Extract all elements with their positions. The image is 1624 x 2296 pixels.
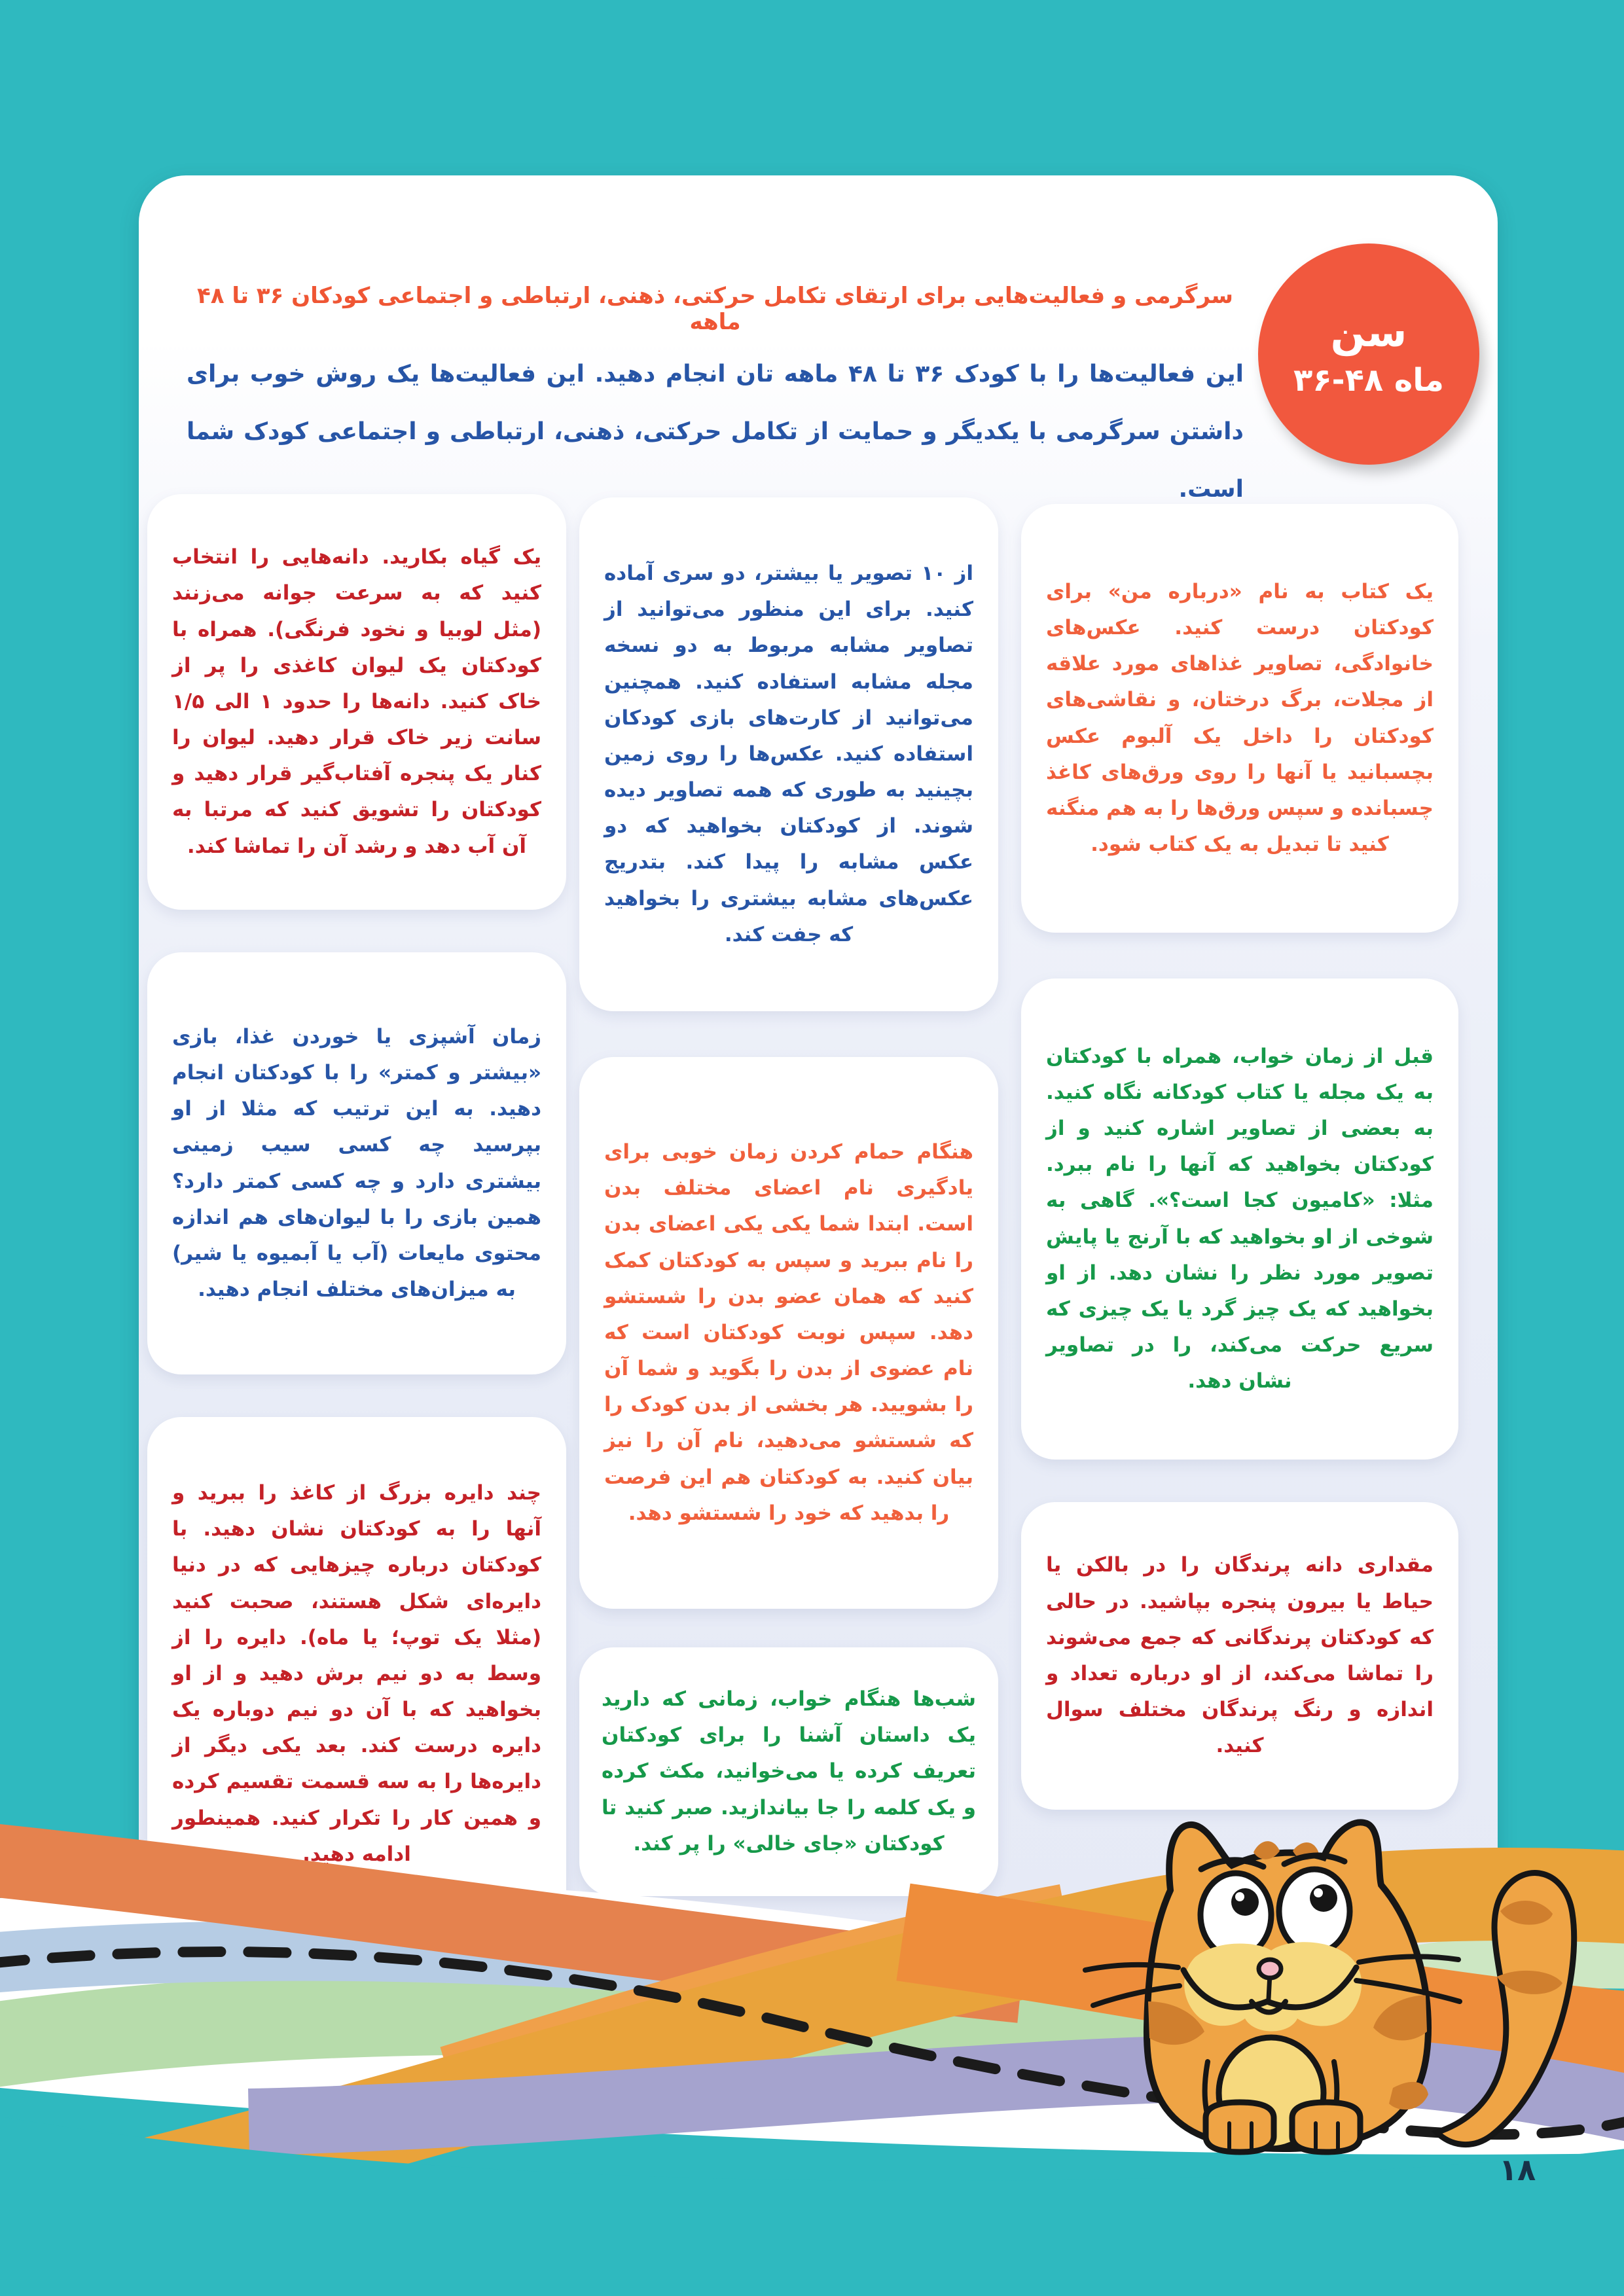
activity-card-about-me-book — [1021, 504, 1458, 933]
age-badge-label: سن — [1330, 308, 1407, 356]
activity-text: مقداری دانه پرندگان را در بالکن یا حیاط یا بیرون پنجره بپاشید. در حالی که کودکتان پرندگانی که جمع می‌شوند را تماشا می‌کند، از او درباره تعداد و اندازه و رنگ پرندگان مختلف سوال کنید. — [1046, 1553, 1434, 1758]
age-badge-range: ۳۶-۴۸ ماه — [1293, 362, 1444, 399]
activity-text: هنگام حمام کردن زمان خوبی برای یادگیری نام اعضای مختلف بدن است. ابتدا شما یکی یکی اعضای بدن را نام ببرید و سپس به کودکتان کمک کنید که همان عضو بدن را شستشو دهد. سپس نوبت کودکتان است که نام عضوی از بدن را بگوید و شما آن را بشویید. هر بخشی از بدن کودک را که شستشو می‌دهید، نام آن را نیز بیان کنید. به کودکتان هم این فرصت را بدهید که خود را شستشو دهد. — [604, 1140, 973, 1525]
activity-card-matching-pictures — [579, 497, 998, 1011]
page-title: سرگرمی و فعالیت‌هایی برای ارتقای تکامل حرکتی، ذهنی، ارتباطی و اجتماعی کودکان ۳۶ تا ۴۸ ماهه — [197, 283, 1233, 335]
activity-card-plant-seeds — [147, 494, 566, 910]
page-intro: این فعالیت‌ها را با کودک ۳۶ تا ۴۸ ماهه تان انجام دهید. این فعالیت‌ها یک روش خوب برای داشتن سرگرمی با یکدیگر و حمایت از تکامل حرکتی، ذهنی، ارتباطی و اجتماعی کودک شما است. — [187, 361, 1244, 503]
activity-text: چند دایره بزرگ از کاغذ را ببرید و آنها را به کودکتان نشان دهید. با کودکتان درباره چیزهایی که در دنیا دایره‌ای شکل هستند، صحبت کنید (مثلا یک توپ؛ یا ماه). دایره را از وسط به دو نیم برش دهید و از او بخواهید که با آن دو نیم دوباره یک دایره درست کند. بعد یکی دیگر از دایره‌ها را به سه قسمت تقسیم کرده و همین کار را تکرار کنید. همینطور ادامه دهید. — [172, 1481, 541, 1866]
activity-card-picture-naming — [1021, 978, 1458, 1460]
activity-card-bath-body-parts — [579, 1057, 998, 1609]
activity-text: یک گیاه بکارید. دانه‌هایی را انتخاب کنید که به سرعت جوانه می‌زنند (مثل لوبیا و نخود فرنگی). همراه با کودکتان یک لیوان کاغذی را پر از خاک کنید. دانه‌ها را حدود ۱ الی ۱/۵ سانت زیر خاک قرار دهید. لیوان را کنار یک پنجره آفتاب‌گیر قرار دهید و کودکتان را تشویق کنید که مرتبا به آن آب دهد و رشد آن را تماشا کند. — [172, 545, 541, 858]
activity-card-more-less-game — [147, 952, 566, 1374]
age-badge — [1258, 243, 1479, 465]
activity-text: از ۱۰ تصویر یا بیشتر، دو سری آماده کنید. برای این منظور می‌توانید از تصاویر مشابه مربوط به دو نسخه مجله مشابه استفاده کنید. همچنین می‌توانید از کارت‌های بازی کودکان استفاده کنید. عکس‌ها را روی زمین بچینید به طوری که همه تصاویر دیده شوند. از کودکتان بخواهید که دو عکس مشابه را پیدا کند. بتدریج عکس‌های مشابه بیشتری را بخواهید که جفت کند. — [604, 562, 973, 946]
page-header — [187, 283, 1244, 519]
activity-text: شب‌ها هنگام خواب، زمانی که دارید یک داستان آشنا را برای کودکتان تعریف کرده یا می‌خوانید، مکث کرده و یک کلمه را جا بیاندازید. صبر کنید تا کودکتان «جای خالی» را پر کند. — [602, 1687, 976, 1856]
activity-text: زمان آشپزی یا خوردن غذا، بازی «بیشتر و کمتر» را با کودکتان انجام دهید. به این ترتیب که مثلا از او بپرسید چه کسی سیب زمینی بیشتری دارد و چه کسی کمتر دارد؟ همین بازی را با لیوان‌های هم اندازه محتوی مایعات (آب یا آبمیوه یا شیر) به میزان‌های مختلف انجام دهید. — [172, 1024, 541, 1302]
activity-card-bird-seeds — [1021, 1502, 1458, 1810]
activity-text: یک کتاب به نام «درباره من» برای کودکتان درست کنید. عکس‌های خانوادگی، تصاویر غذاهای مورد علاقه از مجلات، برگ درختان، و نقاشی‌های کودکتان را داخل یک آلبوم عکس بچسبانید یا آنها را روی ورق‌های کاغذ چسبانده و سپس ورق‌ها را به هم منگنه کنید تا تبدیل به یک کتاب شود. — [1046, 579, 1434, 857]
page-number: ۱۸ — [1499, 2152, 1536, 2187]
activity-text: قبل از زمان خواب، همراه با کودکتان به یک مجله یا کتاب کودکانه نگاه کنید. به بعضی از تصاویر اشاره کنید و از کودکتان بخواهید که آنها را نام ببرد. مثلا: «کامیون کجا است؟». گاهی به شوخی از او بخواهید که با آرنج یا پایش تصویر مورد نظر را نشان دهد. از او بخواهید که یک چیز گرد یا یک چیزی که سریع حرکت می‌کند، را در تصاویر نشان دهد. — [1046, 1044, 1434, 1393]
cat-illustration — [1067, 1805, 1610, 2185]
